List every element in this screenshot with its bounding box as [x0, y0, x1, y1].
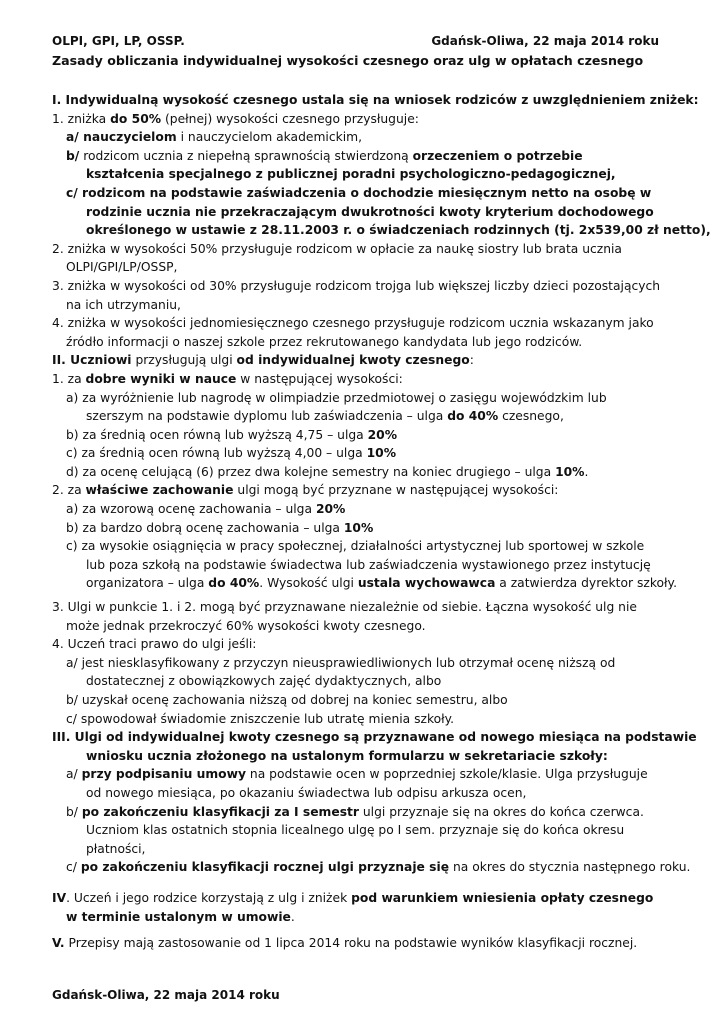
- section-2-item-4c: c/ spowodował świadomie zniszczenie lub utratę mienia szkoły.: [66, 711, 455, 726]
- section-2-item-3-line2: może jednak przekroczyć 60% wysokości kwoty czesnego.: [66, 618, 426, 633]
- section-4: IV. Uczeń i jego rodzice korzystają z ulg i zniżek pod warunkiem wniesienia opłaty czesnego: [52, 890, 654, 905]
- section-1-item-3: 3. zniżka w wysokości od 30% przysługuje rodzicom trojga lub większej liczby dzieci pozostających: [52, 278, 661, 293]
- section-1-item-1c: c/ rodzicom na podstawie zaświadczenia o dochodzie miesięcznym netto na osobę w: [66, 185, 652, 200]
- document-body: [52, 91, 711, 953]
- section-3-item-b-line2: Uczniom klas ostatnich stopnia licealnego ulgę po I sem. przyznaje się do końca okresu: [86, 823, 625, 838]
- section-3-item-b-line3: płatności,: [86, 841, 146, 856]
- section-3-heading-line2: wniosku ucznia złożonego na ustalonym formularzu w sekretariacie szkoły:: [86, 748, 608, 763]
- section-1-item-4: 4. zniżka w wysokości jednomiesięcznego czesnego przysługuje rodzicom ucznia wskazanym jako: [52, 316, 654, 331]
- section-1-heading: I. Indywidualną wysokość czesnego ustala się na wniosek rodziców z uwzględnieniem zniżek:: [52, 93, 699, 107]
- section-2-item-4: 4. Uczeń traci prawo do ulgi jeśli:: [52, 637, 257, 652]
- section-3-item-a-line2: od nowego miesiąca, po okazaniu świadectwa lub odpisu arkusza ocen,: [86, 785, 527, 800]
- section-2-item-2c-line3: organizatora – ulga do 40%. Wysokość ulgi ustala wychowawca a zatwierdza dyrektor szkoły.: [86, 576, 677, 591]
- section-2-item-2: 2. za właściwe zachowanie ulgi mogą być przyznane w następującej wysokości:: [52, 483, 559, 498]
- section-2-item-1b: b) za średnią ocen równą lub wyższą 4,75 – ulga 20%: [66, 427, 398, 442]
- section-2-item-2c-line2: lub poza szkołą na podstawie świadectwa lub zaświadczenia wystawionego przez instytucję: [86, 557, 651, 572]
- section-3-item-b: b/ po zakończeniu klasyfikacji za I semestr ulgi przyznaje się na okres do końca czerwca.: [66, 804, 644, 819]
- section-2-item-4b: b/ uzyskał ocenę zachowania niższą od dobrej na koniec semestru, albo: [66, 693, 508, 707]
- section-2-item-2a: a) za wzorową ocenę zachowania – ulga 20%: [66, 502, 346, 517]
- section-2-item-1c: c) za średnią ocen równą lub wyższą 4,00 – ulga 10%: [66, 446, 397, 461]
- section-1-item-1c-line3: określonego w ustawie z 28.11.2003 r. o świadczeniach rodzinnych (tj. 2x539,00 zł netto),: [86, 223, 711, 238]
- section-2-item-3: 3. Ulgi w punkcie 1. i 2. mogą być przyznawane niezależnie od siebie. Łączna wysokość ulg nie: [52, 600, 637, 615]
- section-2-item-1: 1. za dobre wyniki w nauce w następującej wysokości:: [52, 371, 403, 386]
- section-3-item-c: c/ po zakończeniu klasyfikacji rocznej ulgi przyznaje się na okres do stycznia następnego roku.: [66, 860, 691, 875]
- section-1-item-1b-line2: kształcenia specjalnego z publicznej poradni psychologiczno-pedagogicznej,: [86, 167, 616, 182]
- section-2-item-1d: d) za ocenę celującą (6) przez dwa kolejne semestry na koniec drugiego – ulga 10%.: [66, 464, 589, 479]
- section-4-line2: w terminie ustalonym w umowie.: [66, 909, 295, 924]
- footer-place-date: Gdańsk-Oliwa, 22 maja 2014 roku: [52, 988, 280, 1002]
- section-2-item-1a-line2: szerszym na podstawie dyplomu lub zaświadczenia – ulga do 40% czesnego,: [86, 409, 564, 424]
- section-1-item-3-line2: na ich utrzymaniu,: [66, 297, 181, 312]
- header-place-date: Gdańsk-Oliwa, 22 maja 2014 roku: [431, 34, 659, 48]
- section-2-item-4a-line2: dostatecznej z obowiązkowych zajęć dydaktycznych, albo: [86, 674, 442, 689]
- section-1-item-2-line2: OLPI/GPI/LP/OSSP,: [66, 260, 178, 275]
- section-3-item-a: a/ przy podpisaniu umowy na podstawie ocen w poprzedniej szkole/klasie. Ulga przysługuje: [66, 767, 648, 782]
- section-3-heading: III. Ulgi od indywidualnej kwoty czesnego są przyznawane od nowego miesiąca na podstawie: [52, 730, 697, 745]
- header-schools: OLPI, GPI, LP, OSSP.: [52, 34, 185, 48]
- section-1-item-1b: b/ rodzicom ucznia z niepełną sprawnością stwierdzoną orzeczeniem o potrzebie: [66, 148, 583, 163]
- section-2-item-2c: c) za wysokie osiągnięcia w pracy społecznej, działalności artystycznej lub sportowej w szkole: [66, 539, 645, 554]
- section-5: V. Przepisy mają zastosowanie od 1 lipca 2014 roku na podstawie wyników klasyfikacji rocznej.: [52, 936, 638, 951]
- section-2-item-2b: b) za bardzo dobrą ocenę zachowania – ulga 10%: [66, 520, 374, 535]
- section-2-heading: II. Uczniowi przysługują ulgi od indywidualnej kwoty czesnego:: [52, 353, 474, 368]
- section-1-item-2: 2. zniżka w wysokości 50% przysługuje rodzicom w opłacie za naukę siostry lub brata ucznia: [52, 241, 622, 256]
- section-2-item-4a: a/ jest niesklasyfikowany z przyczyn nieusprawiedliwionych lub otrzymał ocenę niższą od: [66, 655, 616, 670]
- section-1-item-1c-line2: rodzinie ucznia nie przekraczającym dwukrotności kwoty kryterium dochodowego: [86, 204, 654, 219]
- section-1-item-1a: a/ nauczycielom i nauczycielom akademickim,: [66, 130, 363, 145]
- section-2-item-1a: a) za wyróżnienie lub nagrodę w olimpiadzie przedmiotowej o zasięgu wojewódzkim lub: [66, 390, 607, 405]
- document-title: Zasady obliczania indywidualnej wysokości czesnego oraz ulg w opłatach czesnego: [52, 53, 644, 68]
- section-1-item-4-line2: źródło informacji o naszej szkole przez rekrutowanego kandydata lub jego rodziców.: [66, 334, 583, 349]
- section-1-item-1: 1. zniżka do 50% (pełnej) wysokości czesnego przysługuje:: [52, 111, 419, 126]
